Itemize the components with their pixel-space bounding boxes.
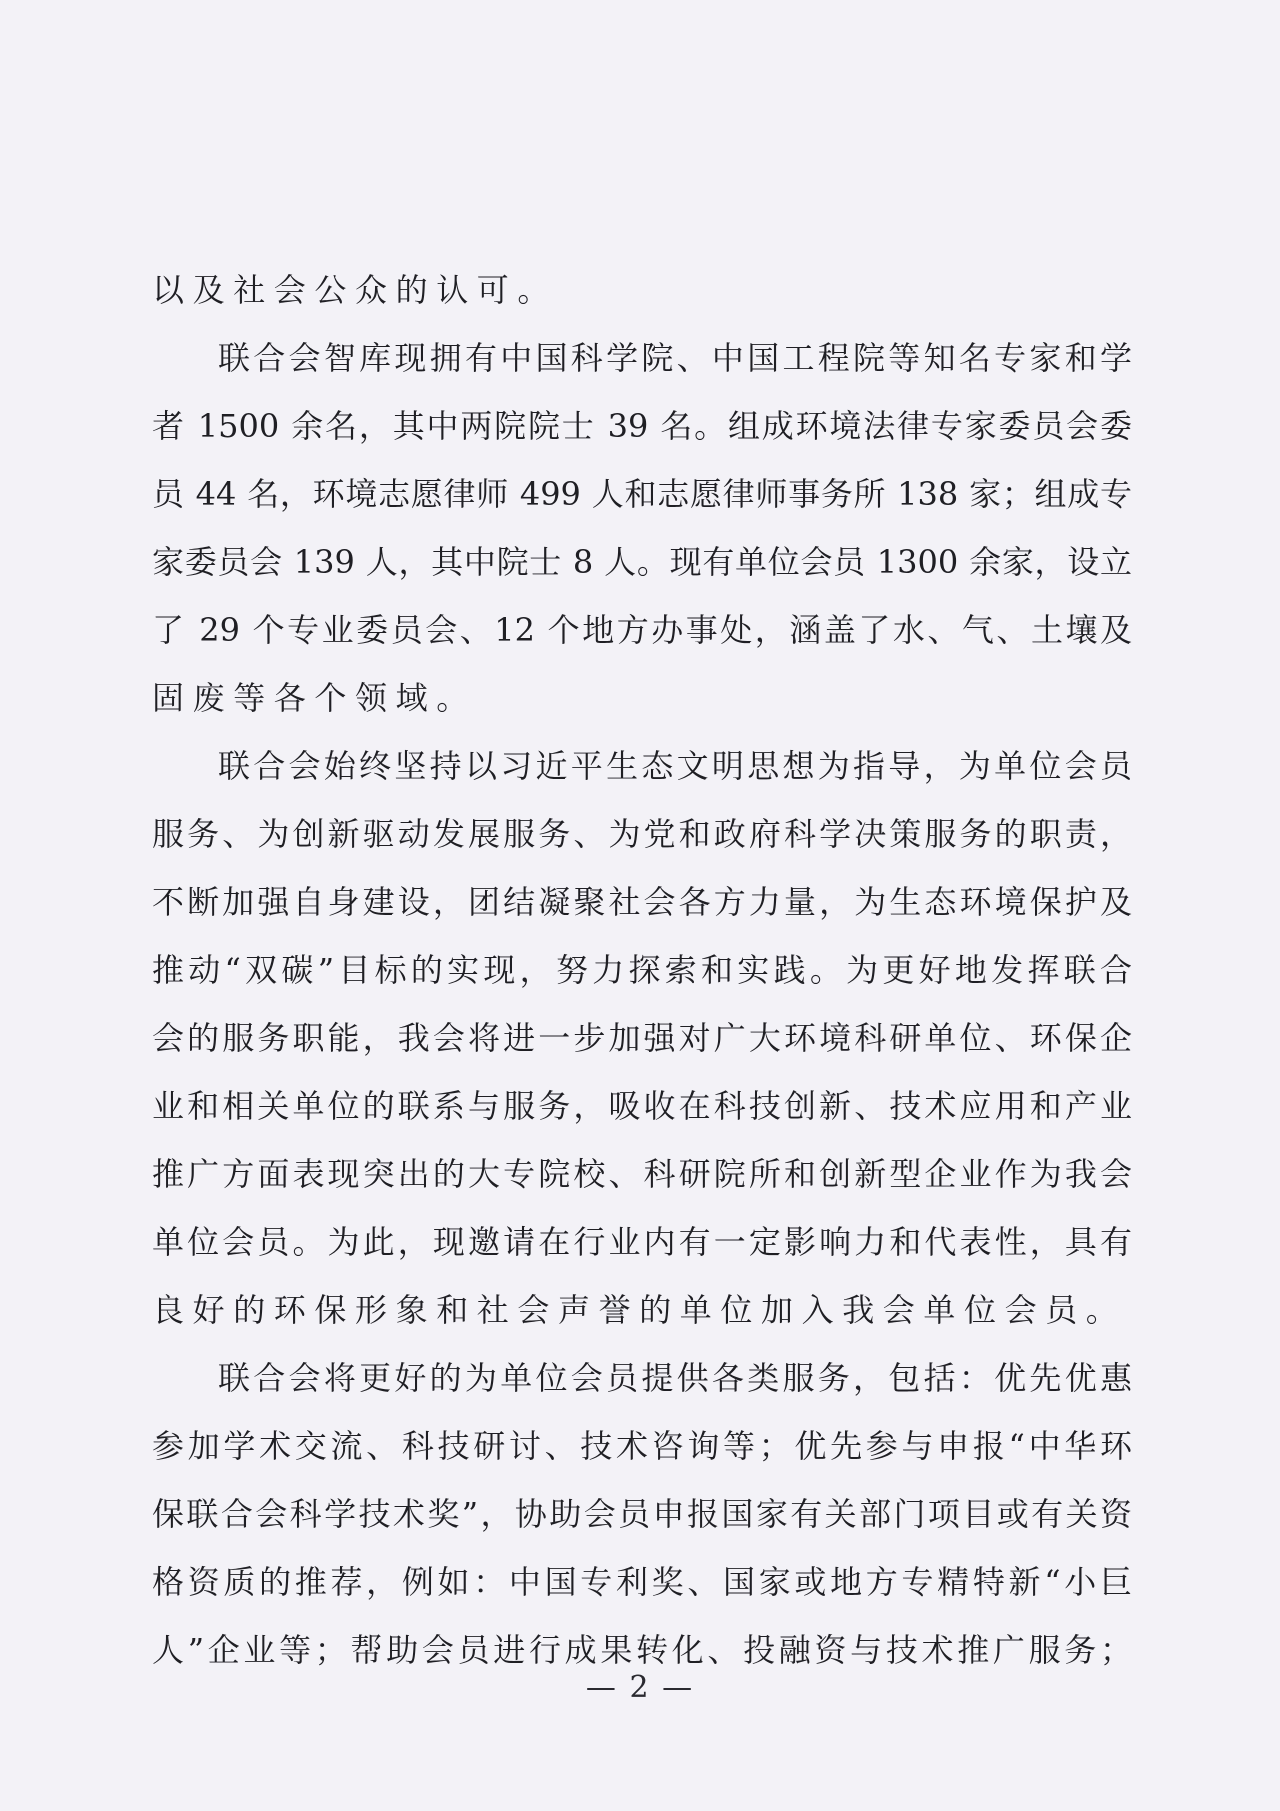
text-line: 单位会员。为此，现邀请在行业内有一定影响力和代表性，具有 bbox=[152, 1223, 1132, 1261]
text-line: 员 44 名，环境志愿律师 499 人和志愿律师事务所 138 家；组成专 bbox=[152, 475, 1132, 513]
text-line: 人”企业等；帮助会员进行成果转化、投融资与技术推广服务； bbox=[152, 1631, 1132, 1669]
text-line: 以及社会公众的认可。 bbox=[152, 271, 559, 309]
text-line: 推广方面表现突出的大专院校、科研院所和创新型企业作为我会 bbox=[152, 1155, 1132, 1193]
paragraph-start-line: 联合会将更好的为单位会员提供各类服务，包括：优先优惠 bbox=[218, 1359, 1132, 1397]
text-line: 参加学术交流、科技研讨、技术咨询等；优先参与申报“中华环 bbox=[152, 1427, 1132, 1465]
text-line: 推动“双碳”目标的实现，努力探索和实践。为更好地发挥联合 bbox=[152, 951, 1132, 989]
text-line: 良好的环保形象和社会声誉的单位加入我会单位会员。 bbox=[152, 1291, 1127, 1329]
text-line: 固废等各个领域。 bbox=[152, 679, 477, 717]
paragraph-start-line: 联合会智库现拥有中国科学院、中国工程院等知名专家和学 bbox=[218, 339, 1132, 377]
text-line: 服务、为创新驱动发展服务、为党和政府科学决策服务的职责， bbox=[152, 815, 1132, 853]
text-line: 业和相关单位的联系与服务，吸收在科技创新、技术应用和产业 bbox=[152, 1087, 1132, 1125]
page-number: — 2 — bbox=[585, 1670, 695, 1705]
text-line: 保联合会科学技术奖”，协助会员申报国家有关部门项目或有关资 bbox=[152, 1495, 1132, 1533]
text-line: 不断加强自身建设，团结凝聚社会各方力量，为生态环境保护及 bbox=[152, 883, 1132, 921]
text-line: 家委员会 139 人，其中院士 8 人。现有单位会员 1300 余家，设立 bbox=[152, 543, 1132, 581]
text-line: 了 29 个专业委员会、12 个地方办事处，涵盖了水、气、土壤及 bbox=[152, 611, 1132, 649]
text-line: 会的服务职能，我会将进一步加强对广大环境科研单位、环保企 bbox=[152, 1019, 1132, 1057]
text-line: 者 1500 余名，其中两院院士 39 名。组成环境法律专家委员会委 bbox=[152, 407, 1132, 445]
document-body bbox=[152, 256, 1132, 1684]
text-line: 格资质的推荐，例如：中国专利奖、国家或地方专精特新“小巨 bbox=[152, 1563, 1132, 1601]
paragraph-start-line: 联合会始终坚持以习近平生态文明思想为指导，为单位会员 bbox=[218, 747, 1132, 785]
